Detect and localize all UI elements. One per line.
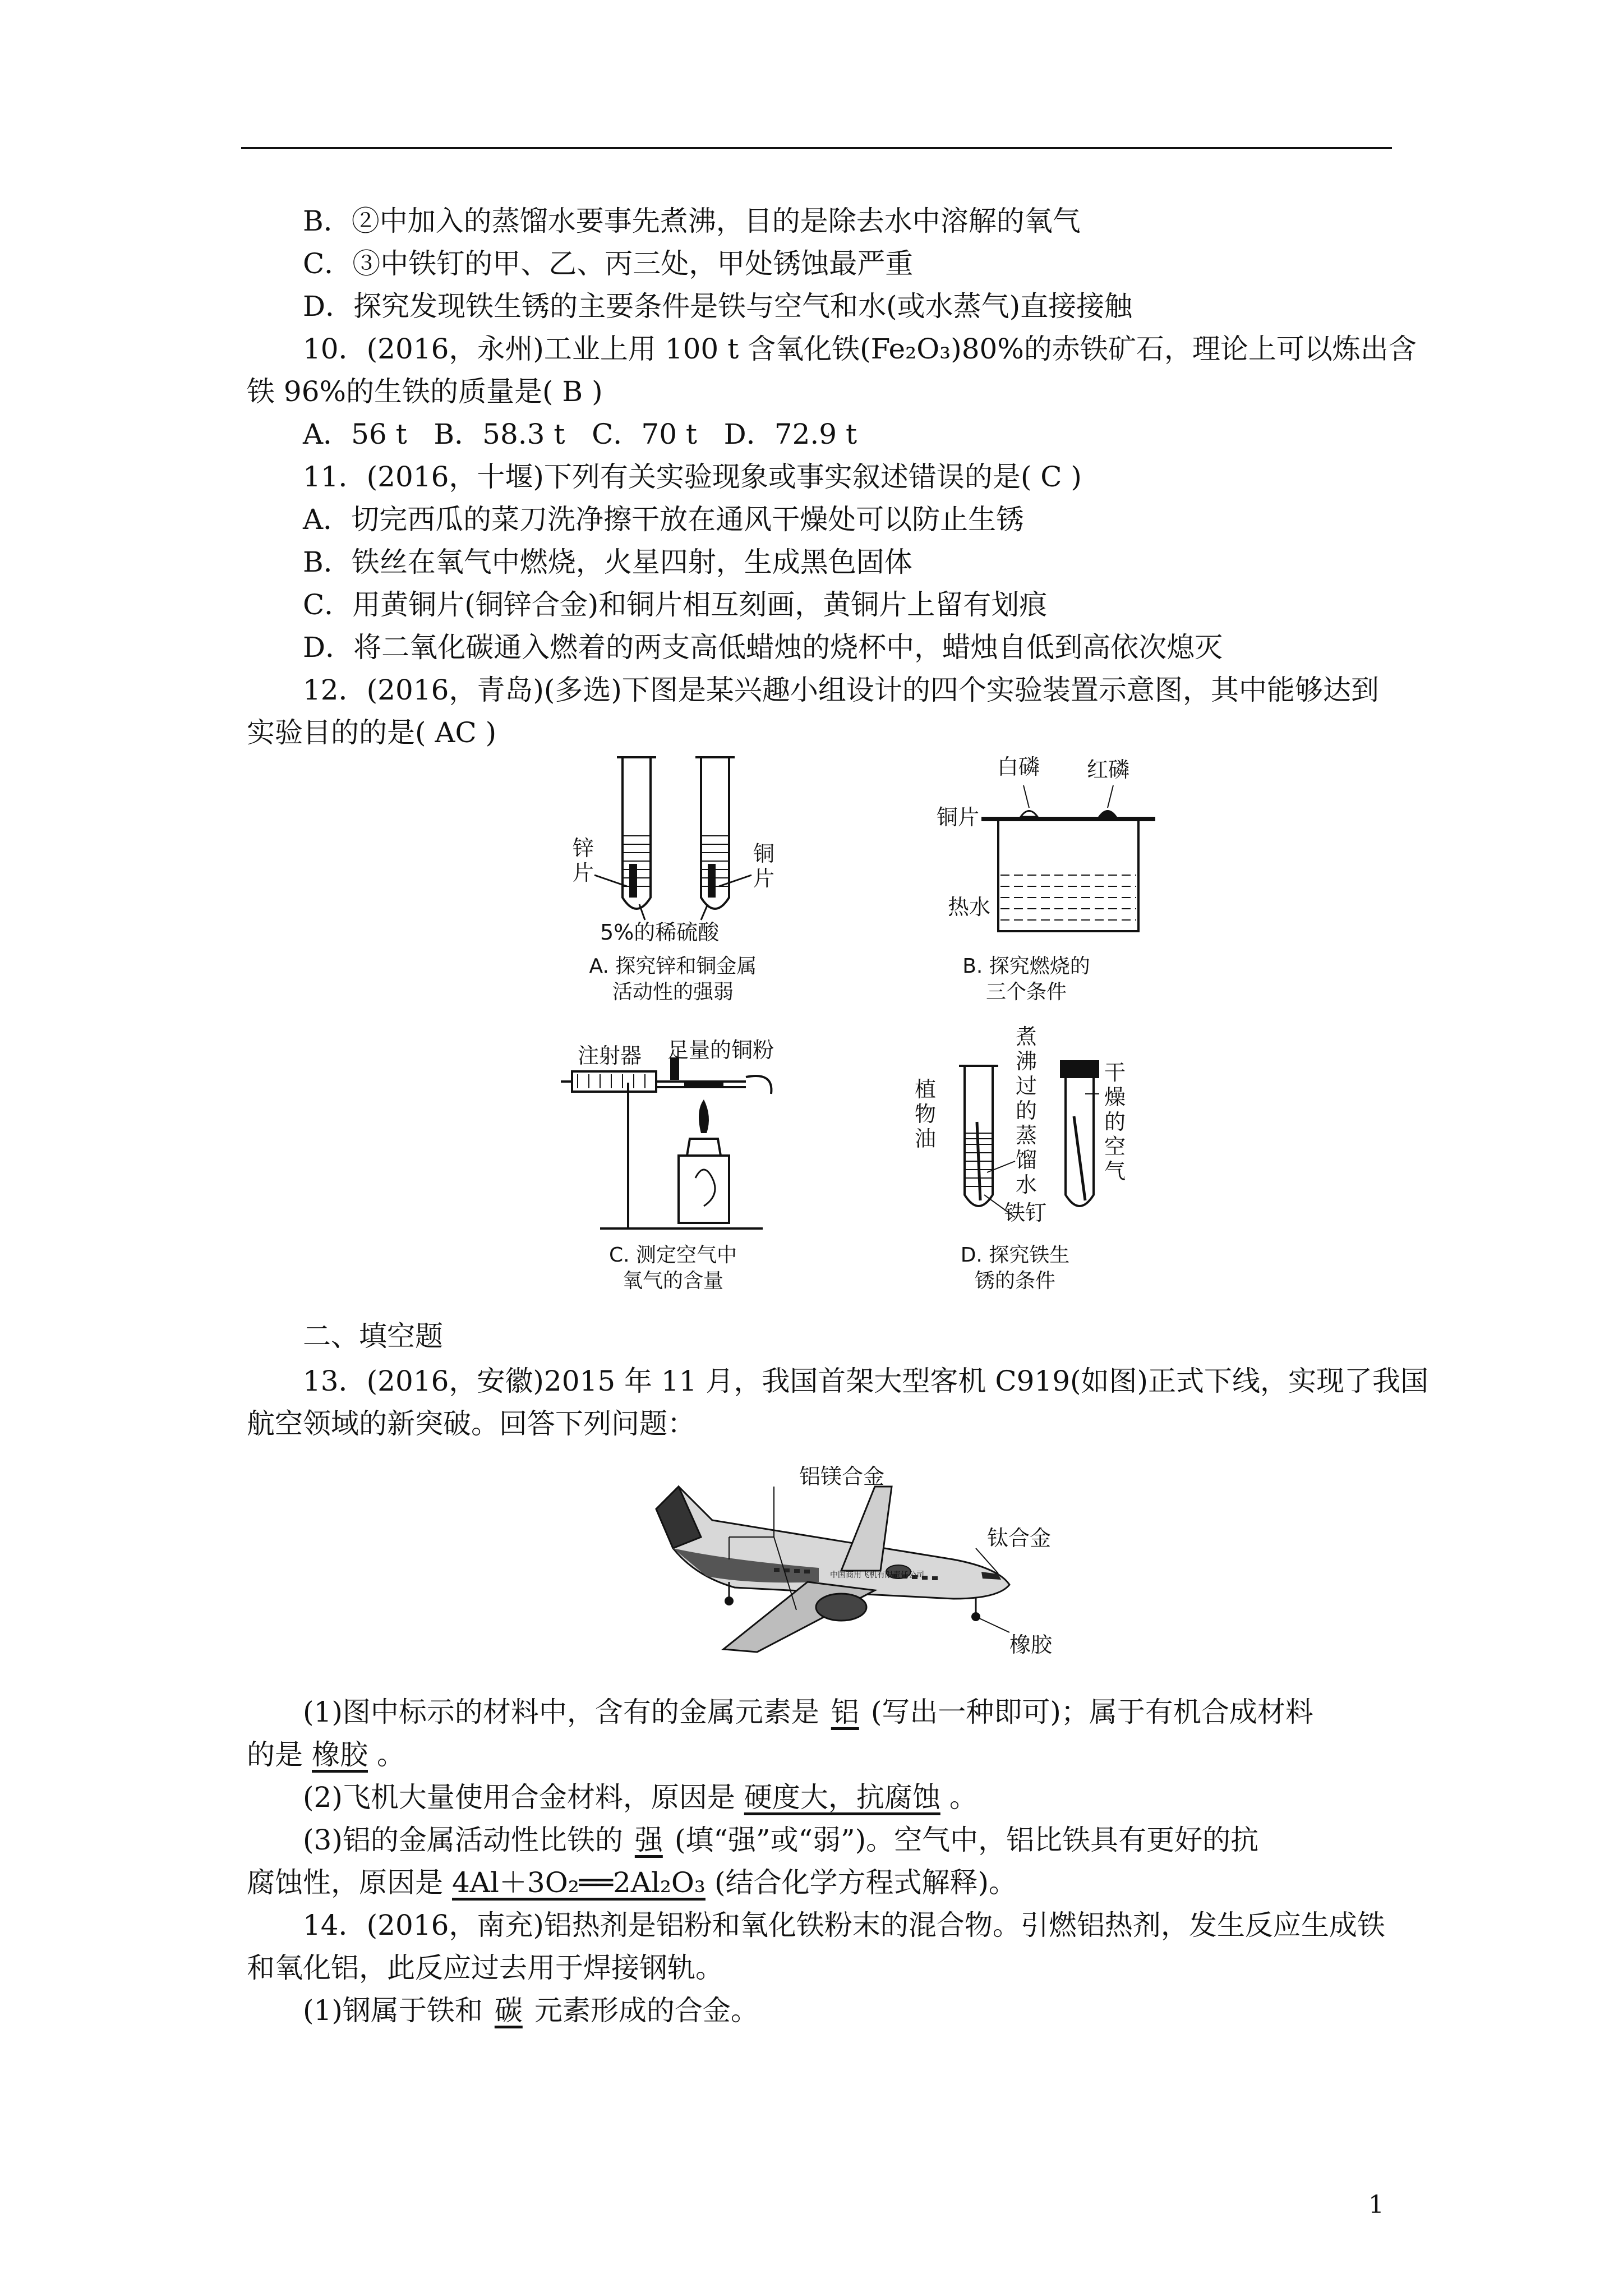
q13-part1-line2: 的是 橡胶 。 (247, 1737, 405, 1773)
q13-stem-line2: 航空领域的新突破。回答下列问题： (247, 1407, 695, 1440)
q14-stem-line1: 14．(2016，南充)铝热剂是铝粉和氧化铁粉末的混合物。引燃铝热剂，发生反应生成铁 (303, 1909, 1385, 1941)
q13-part3-line1: (3)铝的金属活动性比铁的 强 (填“强”或“弱”)。空气中，铝比铁具有更好的抗 (303, 1822, 1258, 1858)
q14-stem-line2: 和氧化铝，此反应过去用于焊接钢轨。 (247, 1952, 723, 1984)
plane-al-mg-alloy-label: 铝镁合金 (799, 1464, 885, 1489)
figure-d-dry-air-label: 干燥的空气 (1104, 1060, 1126, 1184)
q13-answer-activity: 强 (634, 1824, 663, 1856)
q11-option-b: B．铁丝在氧气中燃烧，火星四射，生成黑色固体 (303, 546, 912, 578)
q9-option-d: D．探究发现铁生锈的主要条件是铁与空气和水(或水蒸气)直接接触 (303, 290, 1133, 323)
figure-c-caption: C. 测定空气中 氧气的含量 (608, 1244, 737, 1292)
figure-b-white-phosphorus-label: 白磷 (997, 754, 1040, 779)
figure-d-oil-label: 植物油 (914, 1077, 936, 1151)
figure-a-copper-label: 铜片 (753, 841, 774, 891)
q13-stem-line1: 13．(2016，安徽)2015 年 11 月，我国首架大型客机 C919(如图)正式下线，实现了我国 (303, 1365, 1429, 1397)
q9-option-c: C．③中铁钉的甲、乙、丙三处，甲处锈蚀最严重 (303, 247, 914, 280)
q13-part2: (2)飞机大量使用合金材料，原因是 硬度大，抗腐蚀 。 (303, 1779, 978, 1815)
q10-stem-line1: 10．(2016，永州)工业上用 100 t 含氧化铁(Fe₂O₃)80%的赤铁矿石，理论上可以炼出含 (303, 333, 1417, 365)
figure-b-copper-sheet-label: 铜片 (937, 805, 980, 830)
figure-b-red-phosphorus-label: 红磷 (1087, 757, 1130, 782)
figure-c-syringe-label: 注射器 (578, 1043, 642, 1068)
page-number: 1 (1368, 2191, 1384, 2219)
figure-d-nail-label: 铁钉 (1004, 1200, 1047, 1225)
figure-a-caption: A. 探究锌和铜金属 活动性的强弱 (589, 955, 757, 1004)
q11-option-c: C．用黄铜片(铜锌合金)和铜片相互刻画，黄铜片上留有划痕 (303, 588, 1048, 621)
q13-answer-equation: 4Al＋3O₂══2Al₂O₃ (452, 1866, 706, 1899)
q10-options: A．56 t B．58.3 t C．70 t D．72.9 t (303, 418, 857, 450)
q11-option-a: A．切完西瓜的菜刀洗净擦干放在通风干燥处可以防止生锈 (303, 503, 1025, 536)
q10-stem-line2: 铁 96%的生铁的质量是( B ) (247, 375, 603, 408)
q12-stem-line1: 12．(2016，青岛)(多选)下图是某兴趣小组设计的四个实验装置示意图，其中能够达到 (303, 674, 1379, 706)
q13-answer-reason: 硬度大，抗腐蚀 (744, 1781, 940, 1814)
header-rule (241, 147, 1392, 149)
plane-fuselage-text: 中国商用飞机有限责任公司 (830, 1571, 924, 1580)
q14-part1: (1)钢属于铁和 碳 元素形成的合金。 (303, 1993, 759, 2028)
plane-ti-alloy-label: 钛合金 (987, 1526, 1052, 1550)
figure-b-hot-water-label: 热水 (948, 895, 991, 919)
plane-rubber-label: 橡胶 (1009, 1632, 1053, 1657)
q12-stem-line2: 实验目的的是( AC ) (247, 716, 497, 749)
figure-b-caption: B. 探究燃烧的 三个条件 (962, 955, 1090, 1004)
figure-c-copper-powder-label: 足量的铜粉 (667, 1038, 774, 1062)
figure-d-caption: D. 探究铁生 锈的条件 (960, 1244, 1070, 1292)
q13-part3-line2: 腐蚀性，原因是 4Al＋3O₂══2Al₂O₃ (结合化学方程式解释)。 (247, 1865, 1017, 1901)
q11-stem: 11．(2016，十堰)下列有关实验现象或事实叙述错误的是( C ) (303, 461, 1082, 493)
q13-answer-synthetic: 橡胶 (312, 1738, 368, 1771)
section-heading: 二、填空题 (303, 1320, 443, 1352)
figure-c-apparatus (561, 1043, 808, 1245)
figure-a-acid-label: 5%的稀硫酸 (600, 920, 720, 945)
q13-part1-line1: (1)图中标示的材料中，含有的金属元素是 铝 (写出一种即可)；属于有机合成材料 (303, 1694, 1313, 1730)
q9-option-b: B．②中加入的蒸馏水要事先煮沸，目的是除去水中溶解的氧气 (303, 205, 1081, 237)
figure-d-boiled-water-label: 煮沸过的蒸馏水 (1015, 1024, 1037, 1197)
q11-option-d: D．将二氧化碳通入燃着的两支高低蜡烛的烧杯中，蜡烛自低到高依次熄灭 (303, 631, 1223, 664)
q14-answer-element: 碳 (494, 1994, 523, 2027)
q13-answer-metal: 铝 (831, 1696, 859, 1728)
figure-a-zinc-label: 锌片 (572, 836, 594, 885)
